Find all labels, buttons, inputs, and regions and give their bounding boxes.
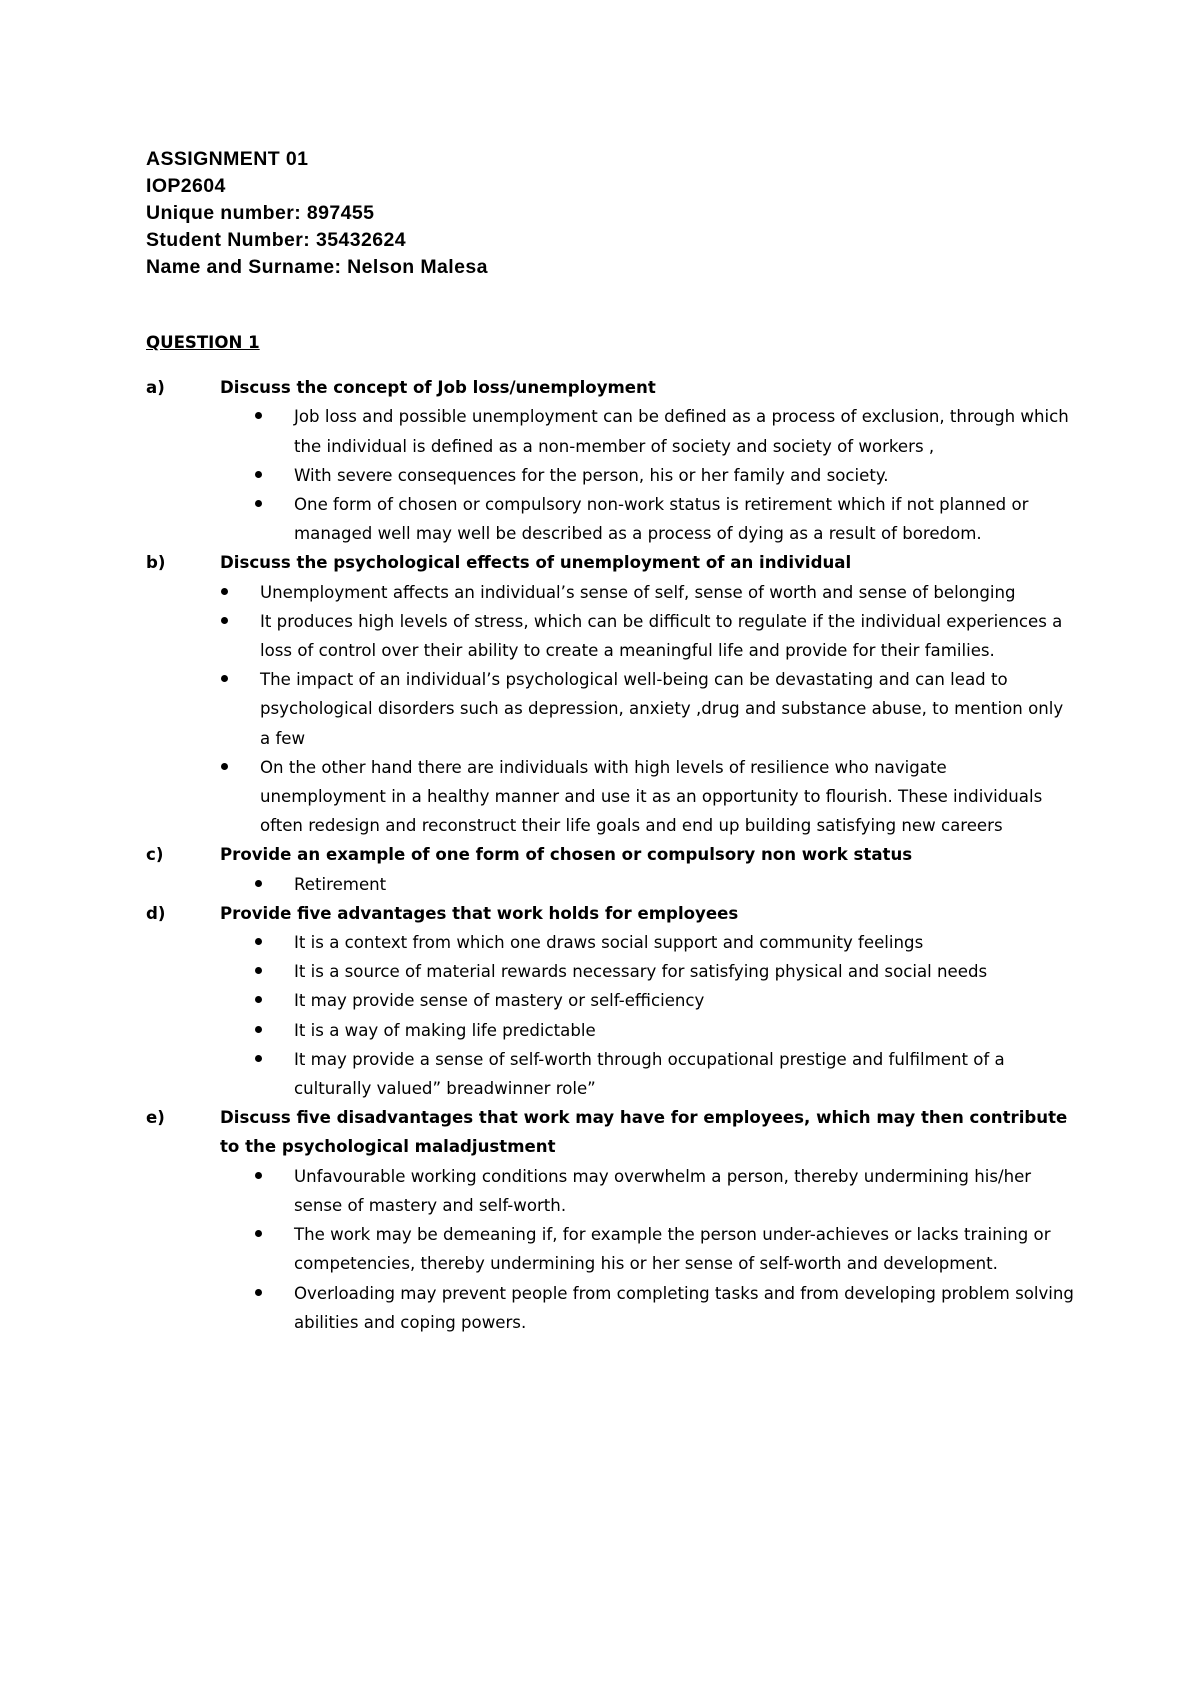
list-item: Job loss and possible unemployment can be defined as a process of exclusion, through which the individual is defined as a non-member of society and society of workers , — [254, 402, 1076, 460]
list-item: Unemployment affects an individual’s sense of self, sense of worth and sense of belonging — [220, 578, 1076, 607]
section-heading-text: Provide five advantages that work holds for employees — [220, 903, 739, 923]
section-label: b) — [146, 553, 166, 573]
list-item: It may provide sense of mastery or self-efficiency — [254, 986, 1076, 1015]
section-a-heading — [146, 373, 1076, 402]
list-item: It is a source of material rewards necessary for satisfying physical and social needs — [254, 957, 1076, 986]
section-heading-text: Discuss five disadvantages that work may have for employees, which may then contribute to the psychological maladjustment — [220, 1108, 1068, 1157]
list-item: It may provide a sense of self-worth through occupational prestige and fulfilment of a culturally valued” breadwinner role” — [254, 1045, 1076, 1103]
student-number: Student Number: 35432624 — [146, 229, 406, 251]
module-code: IOP2604 — [146, 175, 226, 197]
question-title: QUESTION 1 — [146, 333, 260, 352]
section-label: c) — [146, 845, 164, 865]
section-d-bullets — [254, 928, 1076, 1103]
section-e-bullets — [254, 1162, 1076, 1337]
list-item: It produces high levels of stress, which can be difficult to regulate if the individual experiences a loss of control over their ability to create a meaningful life and provide for their families. — [220, 607, 1076, 665]
section-label: e) — [146, 1108, 165, 1128]
section-a-bullets — [254, 402, 1076, 548]
section-label: d) — [146, 903, 166, 923]
document-header — [146, 146, 488, 281]
section-heading-text: Discuss the psychological effects of unemployment of an individual — [220, 553, 852, 573]
list-item: The work may be demeaning if, for example the person under-achieves or lacks training or competencies, thereby undermining his or her sense of self-worth and development. — [254, 1220, 1076, 1278]
list-item: On the other hand there are individuals with high levels of resilience who navigate unemployment in a healthy manner and use it as an opportunity to flourish. These individuals often redesign and reconstruct their life goals and end up building satisfying new careers — [220, 753, 1076, 841]
list-item: Retirement — [254, 870, 1076, 899]
list-item: Unfavourable working conditions may overwhelm a person, thereby undermining his/her sense of mastery and self-worth. — [254, 1162, 1076, 1220]
list-item: One form of chosen or compulsory non-work status is retirement which if not planned or managed well may well be described as a process of dying as a result of boredom. — [254, 490, 1076, 548]
list-item: Overloading may prevent people from completing tasks and from developing problem solving abilities and coping powers. — [254, 1279, 1076, 1337]
section-heading-text: Discuss the concept of Job loss/unemployment — [220, 378, 656, 398]
list-item: It is a context from which one draws social support and community feelings — [254, 928, 1076, 957]
section-label: a) — [146, 378, 165, 398]
section-e-heading — [146, 1103, 1076, 1161]
section-b-bullets — [220, 578, 1076, 841]
student-name: Name and Surname: Nelson Malesa — [146, 256, 488, 278]
section-heading-text: Provide an example of one form of chosen or compulsory non work status — [220, 845, 913, 865]
list-item: It is a way of making life predictable — [254, 1016, 1076, 1045]
unique-number: Unique number: 897455 — [146, 202, 375, 224]
list-item: The impact of an individual’s psychological well-being can be devastating and can lead to psychological disorders such as depression, anxiety ,drug and substance abuse, to mention only a few — [220, 665, 1076, 753]
section-c-heading — [146, 840, 1076, 869]
document-body — [146, 328, 1076, 1337]
section-d-heading — [146, 899, 1076, 928]
section-c-bullets — [254, 870, 1076, 899]
assignment-title: ASSIGNMENT 01 — [146, 148, 309, 170]
list-item: With severe consequences for the person, his or her family and society. — [254, 461, 1076, 490]
section-b-heading — [146, 548, 1076, 577]
